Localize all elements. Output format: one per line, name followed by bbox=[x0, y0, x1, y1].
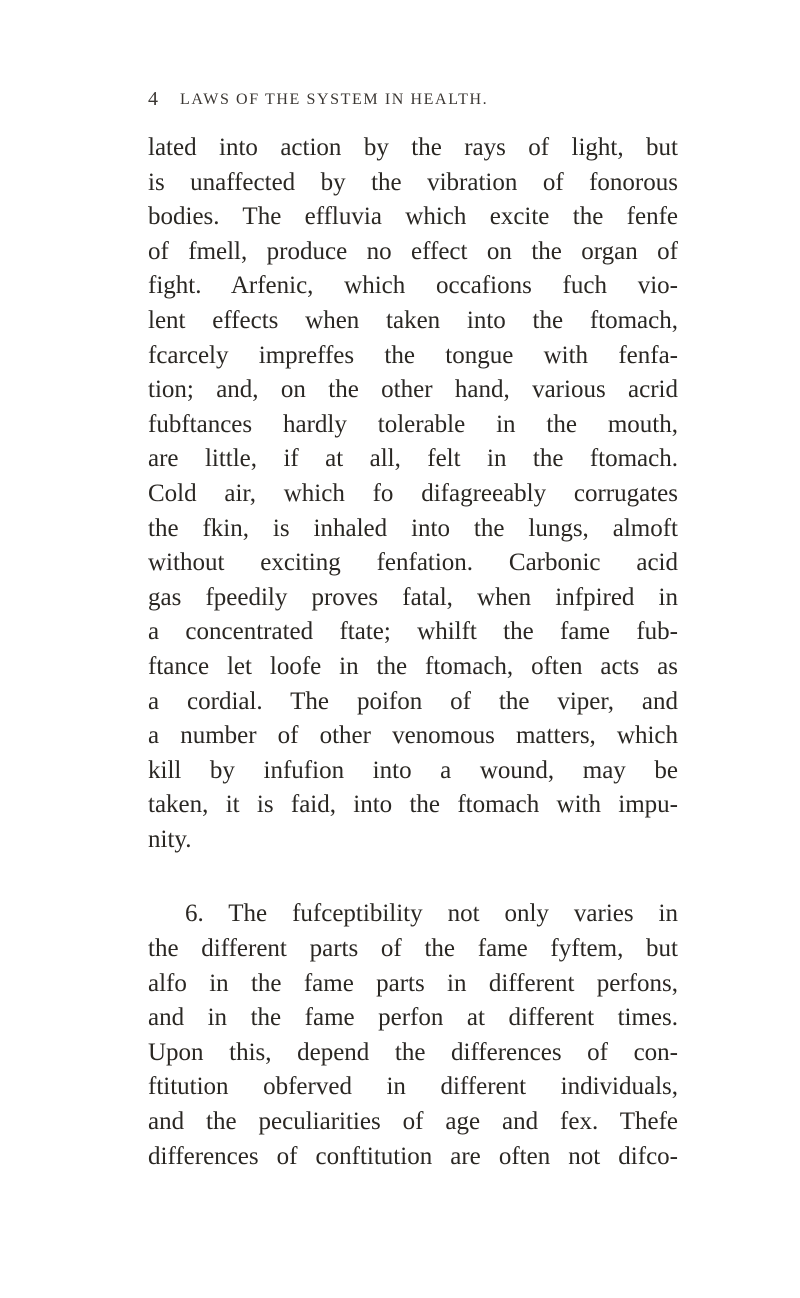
text-line: Upon this, depend the differences of con- bbox=[148, 1038, 678, 1066]
text-line: kill by infufion into a wound, may be bbox=[148, 756, 678, 784]
running-head-title: LAWS OF THE SYSTEM IN HEALTH. bbox=[180, 91, 489, 108]
running-head bbox=[148, 88, 676, 112]
text-line: 6. The fufceptibility not only varies in bbox=[185, 900, 678, 928]
text-line: of fmell, produce no effect on the organ of bbox=[148, 237, 678, 265]
text-line: a cordial. The poifon of the viper, and bbox=[148, 687, 678, 715]
text-line: bodies. The effluvia which excite the fenfe bbox=[148, 203, 678, 231]
body-text bbox=[148, 131, 678, 1174]
text-line: fcarcely impreffes the tongue with fenfa- bbox=[148, 341, 678, 369]
paragraph-continued bbox=[148, 131, 678, 857]
text-line: fight. Arfenic, which occafions fuch vio- bbox=[148, 272, 678, 300]
text-line: and in the fame perfon at different times. bbox=[148, 1004, 678, 1032]
text-line: fubftances hardly tolerable in the mouth, bbox=[148, 410, 678, 438]
text-line: differences of conftitution are often not difco- bbox=[148, 1142, 678, 1170]
text-line: is unaffected by the vibration of fonorous bbox=[148, 168, 678, 196]
text-line: nity. bbox=[148, 825, 192, 853]
text-line: Cold air, which fo difagreeably corrugates bbox=[148, 479, 678, 507]
text-line: the fkin, is inhaled into the lungs, almoft bbox=[148, 514, 678, 542]
text-line: taken, it is faid, into the ftomach with impu- bbox=[148, 791, 678, 819]
text-line: and the peculiarities of age and fex. Thefe bbox=[148, 1108, 678, 1136]
text-line: alfo in the fame parts in different perfons, bbox=[148, 969, 678, 997]
text-line: the different parts of the fame fyftem, but bbox=[148, 935, 678, 963]
text-line: tion; and, on the other hand, various acrid bbox=[148, 376, 678, 404]
text-line: a number of other venomous matters, which bbox=[148, 722, 678, 750]
text-line: are little, if at all, felt in the ftomach. bbox=[148, 445, 678, 473]
text-line: without exciting fenfation. Carbonic acid bbox=[148, 549, 678, 577]
paragraph-spacer bbox=[148, 857, 678, 897]
text-line: lated into action by the rays of light, but bbox=[148, 134, 678, 161]
text-line: a concentrated ftate; whilft the fame fub- bbox=[148, 618, 678, 646]
text-line: ftitution obferved in different individuals, bbox=[148, 1073, 678, 1101]
text-line: gas fpeedily proves fatal, when infpired in bbox=[148, 583, 678, 611]
page-number: 4 bbox=[148, 88, 158, 110]
text-line: lent effects when taken into the ftomach, bbox=[148, 306, 678, 334]
paragraph-section-6 bbox=[148, 897, 678, 1174]
text-line: ftance let loofe in the ftomach, often acts as bbox=[148, 652, 678, 680]
